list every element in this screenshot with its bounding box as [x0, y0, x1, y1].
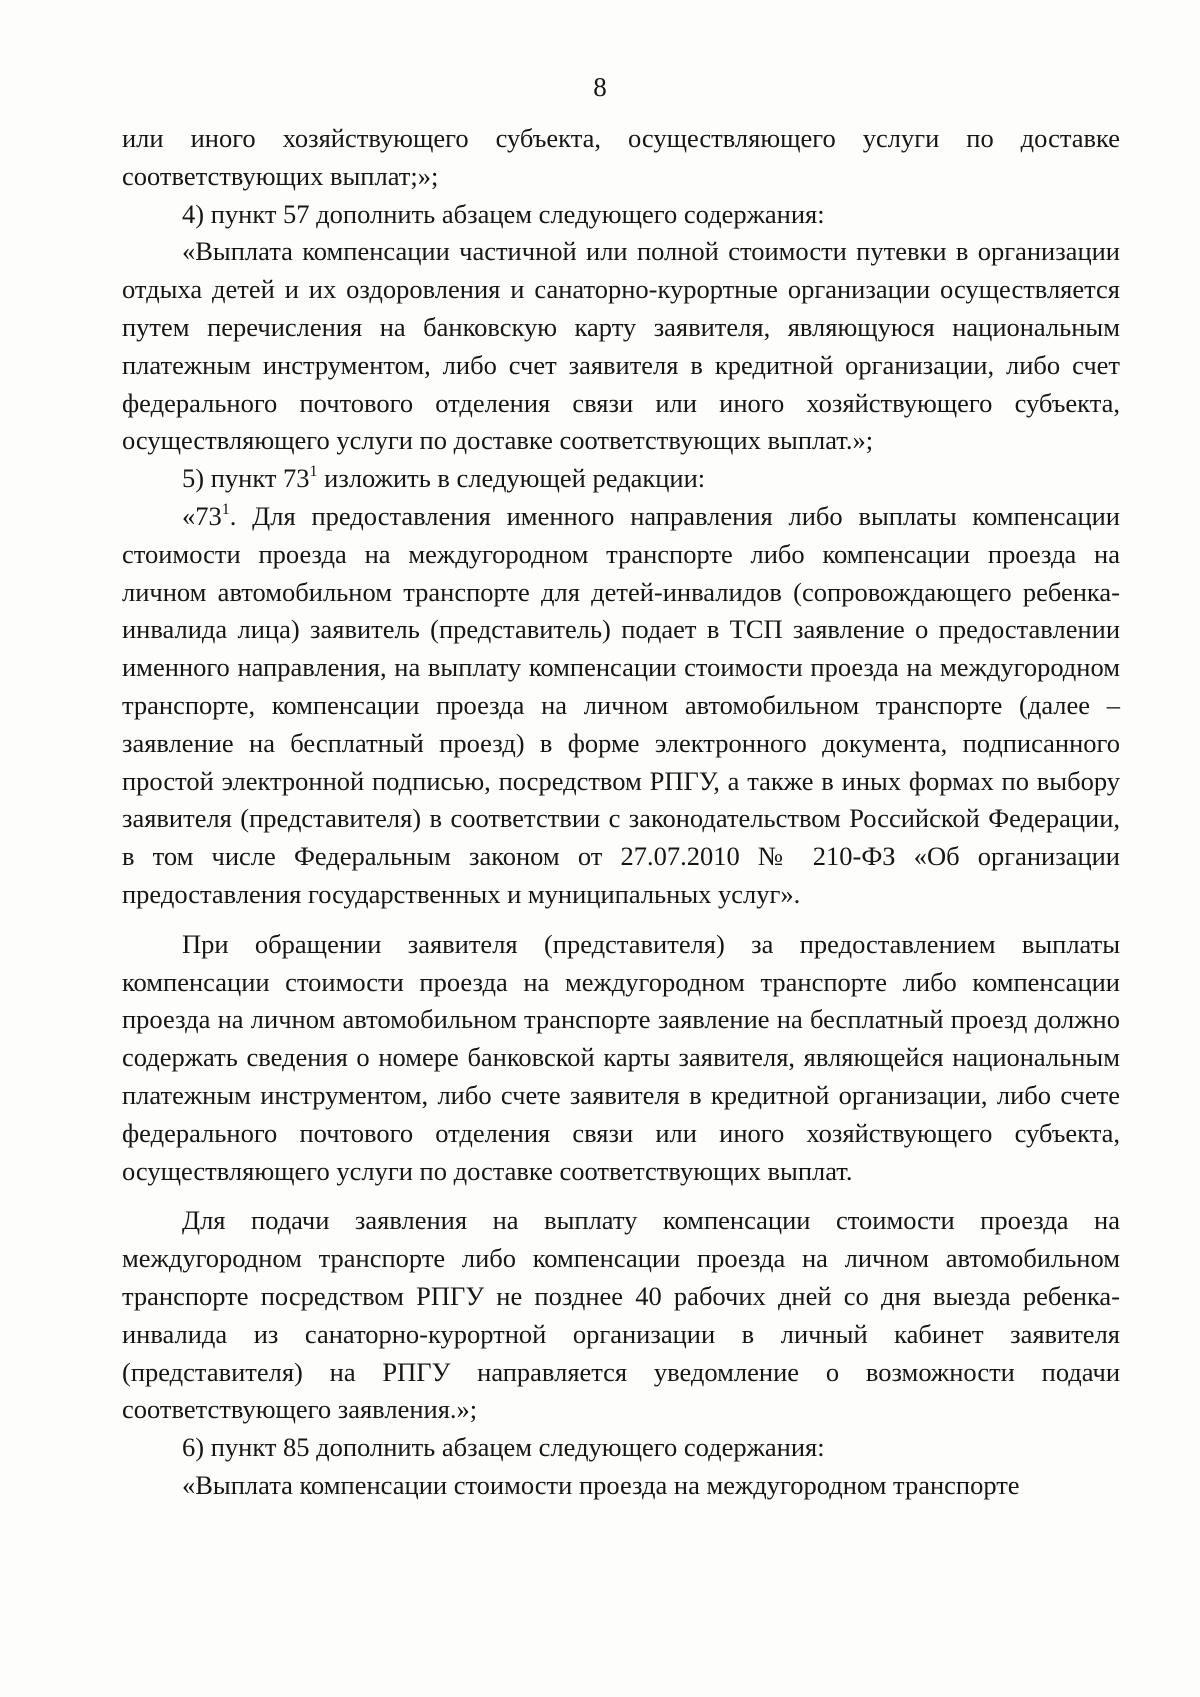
paragraph-item-4-quote: «Выплата компенсации частичной или полной стоимости путевки в организации отдыха детей и их оздоровления и санаторно-курортные организации осуществляется путем перечисления на банковскую карту заявителя, являющуюся национальным платежным инструментом, либо счет заявителя в кредитной организации, либо счет федерального почтового отделения связи или иного хозяйствующего субъекта, осуществляющего услуги по доставке соответствующих выплат.»; — [122, 236, 1120, 456]
paragraph-continuation: или иного хозяйствующего субъекта, осуществляющего услуги по доставке соответствующих выплат;»; — [122, 123, 1120, 191]
paragraph-item-5: 5) пункт $73^1$ изложить в следующей редакции: — [182, 463, 706, 494]
document-body — [122, 120, 1120, 1505]
paragraph-item-6-quote: «Выплата компенсации стоимости проезда на междугородном транспорте — [182, 1469, 1020, 1500]
paragraph-item-6: 6) пункт 85 дополнить абзацем следующего содержания: — [182, 1432, 825, 1463]
page-number: 8 — [593, 72, 607, 102]
paragraph-application-details: При обращении заявителя (представителя) за предоставлением выплаты компенсации стоимости проезда на междугородном транспорте либо компенсации проезда на личном автомобильном транспорте заявление на бесплатный проезд должно содержать сведения о номере банковской карты заявителя, являющейся национальным платежным инструментом, либо счете заявителя в кредитной организации, либо счете федерального почтового отделения связи или иного хозяйствующего субъекта, осуществляющего услуги по доставке соответствующих выплат. — [122, 928, 1120, 1186]
paragraph-rpgu-notification: Для подачи заявления на выплату компенсации стоимости проезда на междугородном транспорте либо компенсации проезда на личном автомобильном транспорте посредством РПГУ не позднее 40 рабочих дней со дня выезда ребенка-инвалида из санаторно-курортной организации в личный кабинет заявителя (представителя) на РПГУ направляется уведомление о возможности подачи соответствующего заявления.»; — [122, 1205, 1120, 1425]
superscript: 1 — [221, 500, 230, 518]
paragraph-item-73-1: «$73^1$. Для предоставления именного направления либо выплаты компенсации стоимости проезда на междугородном транспорте либо компенсации проезда на личном автомобильном транспорте для детей-инвалидов (сопровождающего ребенка-инвалида лица) заявитель (представитель) подает в ТСП заявление о предоставлении именного направления, на выплату компенсации стоимости проезда на междугородном транспорте, компенсации проезда на личном автомобильном транспорте (далее – заявление на бесплатный проезд) в форме электронного документа, подписанного простой электронной подписью, посредством РПГУ, а также в иных формах по выбору заявителя (представителя) в соответствии с законодательством Российской Федерации, в том числе Федеральным законом от 27.07.2010 № 210-ФЗ «Об организации предоставления государственных и муниципальных услуг». — [122, 500, 1120, 909]
paragraph-item-4: 4) пункт 57 дополнить абзацем следующего содержания: — [182, 198, 825, 229]
superscript: 1 — [309, 463, 318, 481]
